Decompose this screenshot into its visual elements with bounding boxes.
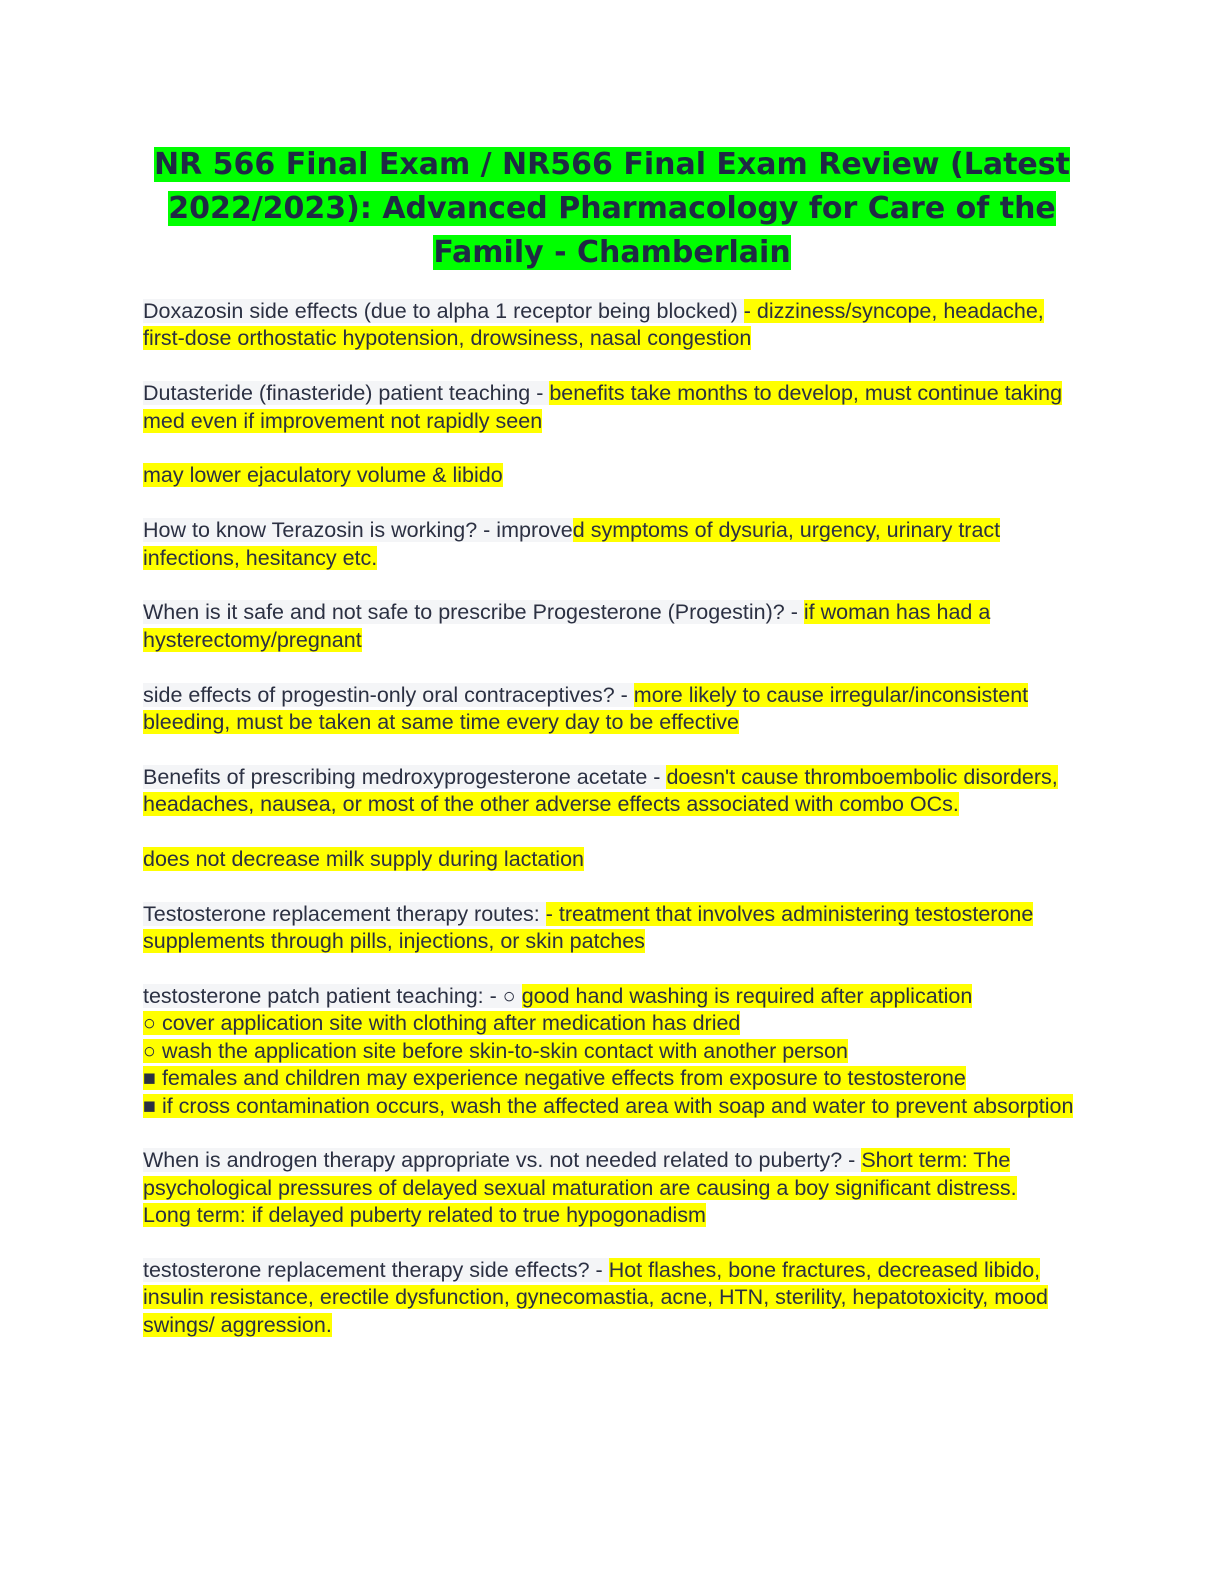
- question-text: Doxazosin side effects (due to alpha 1 receptor being blocked): [143, 299, 744, 323]
- qa-paragraph: [143, 599, 1083, 654]
- answer-highlight: may lower ejaculatory volume & libido: [143, 463, 503, 488]
- question-text: When is androgen therapy appropriate vs. not needed related to puberty? -: [143, 1148, 862, 1173]
- question-text: Benefits of prescribing medroxyprogesterone acetate -: [143, 764, 667, 789]
- qa-paragraph: [143, 764, 1083, 819]
- question-text: How to know Terazosin is working? - improve: [143, 518, 573, 543]
- qa-paragraph: [143, 983, 1083, 1120]
- answer-highlight: good hand washing is required after application ○ cover application site with clothing after medication has dried ○ wash the application site before skin-to-skin contact with another person ■ females and children may experience negative effects from exposure to testosterone ■ if cross contamination occurs, wash the affected area with soap and water to prevent absorption: [143, 984, 1074, 1118]
- question-text: Dutasteride (finasteride) patient teaching -: [143, 381, 550, 406]
- question-text: When is it safe and not safe to prescribe Progesterone (Progestin)? -: [143, 600, 804, 625]
- qa-paragraph: [143, 462, 1083, 489]
- answer-highlight: benefits take months to develop, must continue taking med even if improvement not rapidly seen: [143, 381, 1063, 433]
- question-text: testosterone replacement therapy side effects? -: [143, 1258, 609, 1283]
- qa-paragraph: [143, 517, 1083, 572]
- qa-paragraph: [143, 846, 1083, 873]
- question-text: Testosterone replacement therapy routes:: [143, 901, 546, 926]
- qa-paragraph: [143, 380, 1083, 435]
- question-text: testosterone patch patient teaching: - ○: [143, 984, 522, 1009]
- answer-highlight: doesn't cause thromboembolic disorders, headaches, nausea, or most of the other adverse effects associated with combo OCs.: [143, 764, 1058, 817]
- qa-paragraph: [143, 682, 1083, 737]
- answer-highlight: more likely to cause irregular/inconsistent bleeding, must be taken at same time every day to be effective: [143, 682, 1029, 735]
- answer-highlight: - dizziness/syncope, headache, first-dose orthostatic hypotension, drowsiness, nasal congestion: [143, 299, 1044, 351]
- question-text: side effects of progestin-only oral contraceptives? -: [143, 682, 634, 707]
- answer-highlight: - treatment that involves administering testosterone supplements through pills, injections, or skin patches: [143, 901, 1034, 954]
- qa-paragraph: [143, 901, 1083, 956]
- answer-highlight: Hot flashes, bone fractures, decreased libido, insulin resistance, erectile dysfunction, gynecomastia, acne, HTN, sterility, hepatotoxicity, mood swings/ aggression.: [143, 1258, 1048, 1337]
- document-body: [143, 298, 1083, 1367]
- answer-highlight: d symptoms of dysuria, urgency, urinary tract infections, hesitancy etc.: [143, 518, 1001, 570]
- qa-paragraph: [143, 1257, 1083, 1339]
- title-highlight: NR 566 Final Exam / NR566 Final Exam Review (Latest 2022/2023): Advanced Pharmacology for Care of the Family - Chamberlain: [154, 147, 1070, 270]
- qa-paragraph: [143, 298, 1083, 353]
- qa-paragraph: [143, 1147, 1083, 1229]
- answer-highlight: if woman has had a hysterectomy/pregnant: [143, 600, 991, 652]
- document-title: [140, 143, 1084, 275]
- answer-highlight: does not decrease milk supply during lactation: [143, 847, 585, 872]
- answer-highlight: Short term: The psychological pressures of delayed sexual maturation are causing a boy significant distress. Long term: if delayed puberty related to true hypogonadism: [143, 1148, 1017, 1228]
